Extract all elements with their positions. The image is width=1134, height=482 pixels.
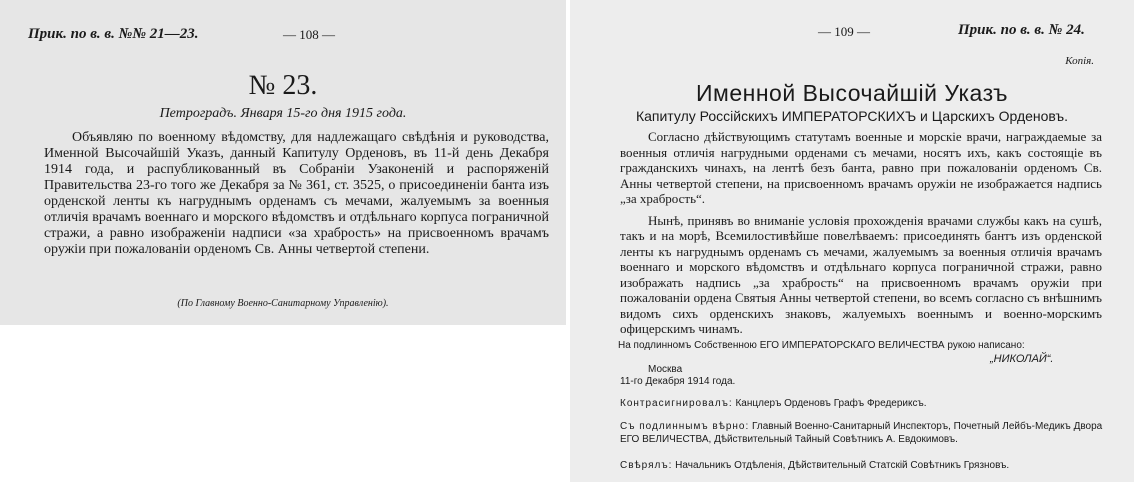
order-body-text: Объявляю по военному вѣдомству, для надлежащаго свѣдѣнія и руководства, Именной Высочайшій Указъ, данный Капитулу Орденовъ, въ 11-й день Декабря 1914 года, и распубликованный въ Собраніи Узаконеній и распоряженій Правительства 23-го того же Декабря за № 361, ст. 3525, о присоединеніи банта изъ орденской ленты къ нагруднымъ орденамъ съ мечами, жалуемымъ за военныя отличія врачамъ военнаго и морского вѣдомствъ и отдѣльнаго корпуса пограничной стражи, а равно изображеніи надписи «за храбрость» на присвоенномъ врачамъ оружіи при пожалованіи орденомъ Св. Анны четвертой степени.: [44, 130, 549, 257]
signing-place: Москва: [648, 364, 683, 375]
decree-subtitle: Капитулу Россійскихъ ИМПЕРАТОРСКИХЪ и Царскихъ Орденовъ.: [635, 108, 1069, 124]
countersigned-label: Контрасигнировалъ:: [620, 398, 733, 409]
signing-date: 11-го Декабря 1914 года.: [620, 376, 736, 387]
countersigned-line: [620, 398, 927, 409]
left-page: [0, 0, 566, 325]
checked-label: Свѣрялъ:: [620, 460, 673, 471]
checked-line: [620, 460, 1009, 471]
right-page-number: — 109 —: [818, 24, 870, 39]
copy-mark: Копія.: [1065, 55, 1094, 67]
decree-paragraph-2: Нынѣ, принявъ во вниманіе условія прохожденія врачами службы какъ на сушѣ, такъ и на морѣ, Всемилостивѣйше повелѣваемъ: присоединять бантъ изъ орденской ленты къ нагруднымъ орденамъ съ мечами, жалуемымъ за военныя отличія врачамъ военнаго и морского вѣдомствъ и отдѣльнаго корпуса пограничной стражи, равно изображать надпись „за храбрость“ на присвоенномъ врачамъ оружіи при пожалованіи ордена Святыя Анны четвертой степени, во всемъ согласно съ внѣшнимъ видомъ сихъ орденскихъ знаковъ, жалуемыхъ военнымъ и военно-морскимъ офицерскимъ чинамъ.: [620, 212, 1102, 336]
decree-body: [620, 129, 1102, 343]
imperial-signature: „НИКОЛАЙ“.: [990, 353, 1054, 365]
verified-label: Съ подлиннымъ вѣрно:: [620, 421, 750, 432]
decree-title: Именной Высочайшій Указъ: [696, 80, 1008, 106]
right-page-header: Прик. по в. в. № 24.: [958, 22, 1085, 38]
order-number-title: № 23.: [248, 70, 318, 101]
original-note: На подлинномъ Собственною ЕГО ИМПЕРАТОРСКАГО ВЕЛИЧЕСТВА рукою написано:: [618, 340, 1025, 351]
place-date: Петроградъ. Января 15-го дня 1915 года.: [159, 106, 407, 121]
checked-text: Начальникъ Отдѣленія, Дѣйствительный Статскій Совѣтникъ Грязновъ.: [675, 460, 1010, 471]
decree-paragraph-1: Согласно дѣйствующимъ статутамъ военные и морскіе врачи, награждаемые за военныя отличія нагрудными орденами съ мечами, носятъ ихъ, какъ состоящіе въ гражданскихъ чинахъ, на лентѣ безъ банта, равно при пожалованіи орденомъ Св. Анны четвертой степени, на присвоенномъ врачамъ оружіи не изображается надпись „за храбрость“.: [620, 129, 1102, 206]
left-page-number: — 108 —: [283, 27, 335, 42]
verified-block: [620, 420, 1110, 446]
source-note: (По Главному Военно-Санитарному Управленію).: [177, 298, 389, 309]
verified-text: Главный Военно-Санитарный Инспекторъ, Почетный Лейбъ-Медикъ Двора ЕГО ВЕЛИЧЕСТВА, Дѣйствительный Тайный Совѣтникъ А. Евдокимовъ.: [620, 421, 1103, 445]
order-body: [44, 130, 549, 258]
left-page-header: Прик. по в. в. №№ 21—23.: [28, 26, 199, 42]
countersigned-text: Канцлеръ Орденовъ Графъ Фредериксъ.: [735, 398, 927, 409]
right-page: [570, 0, 1134, 482]
